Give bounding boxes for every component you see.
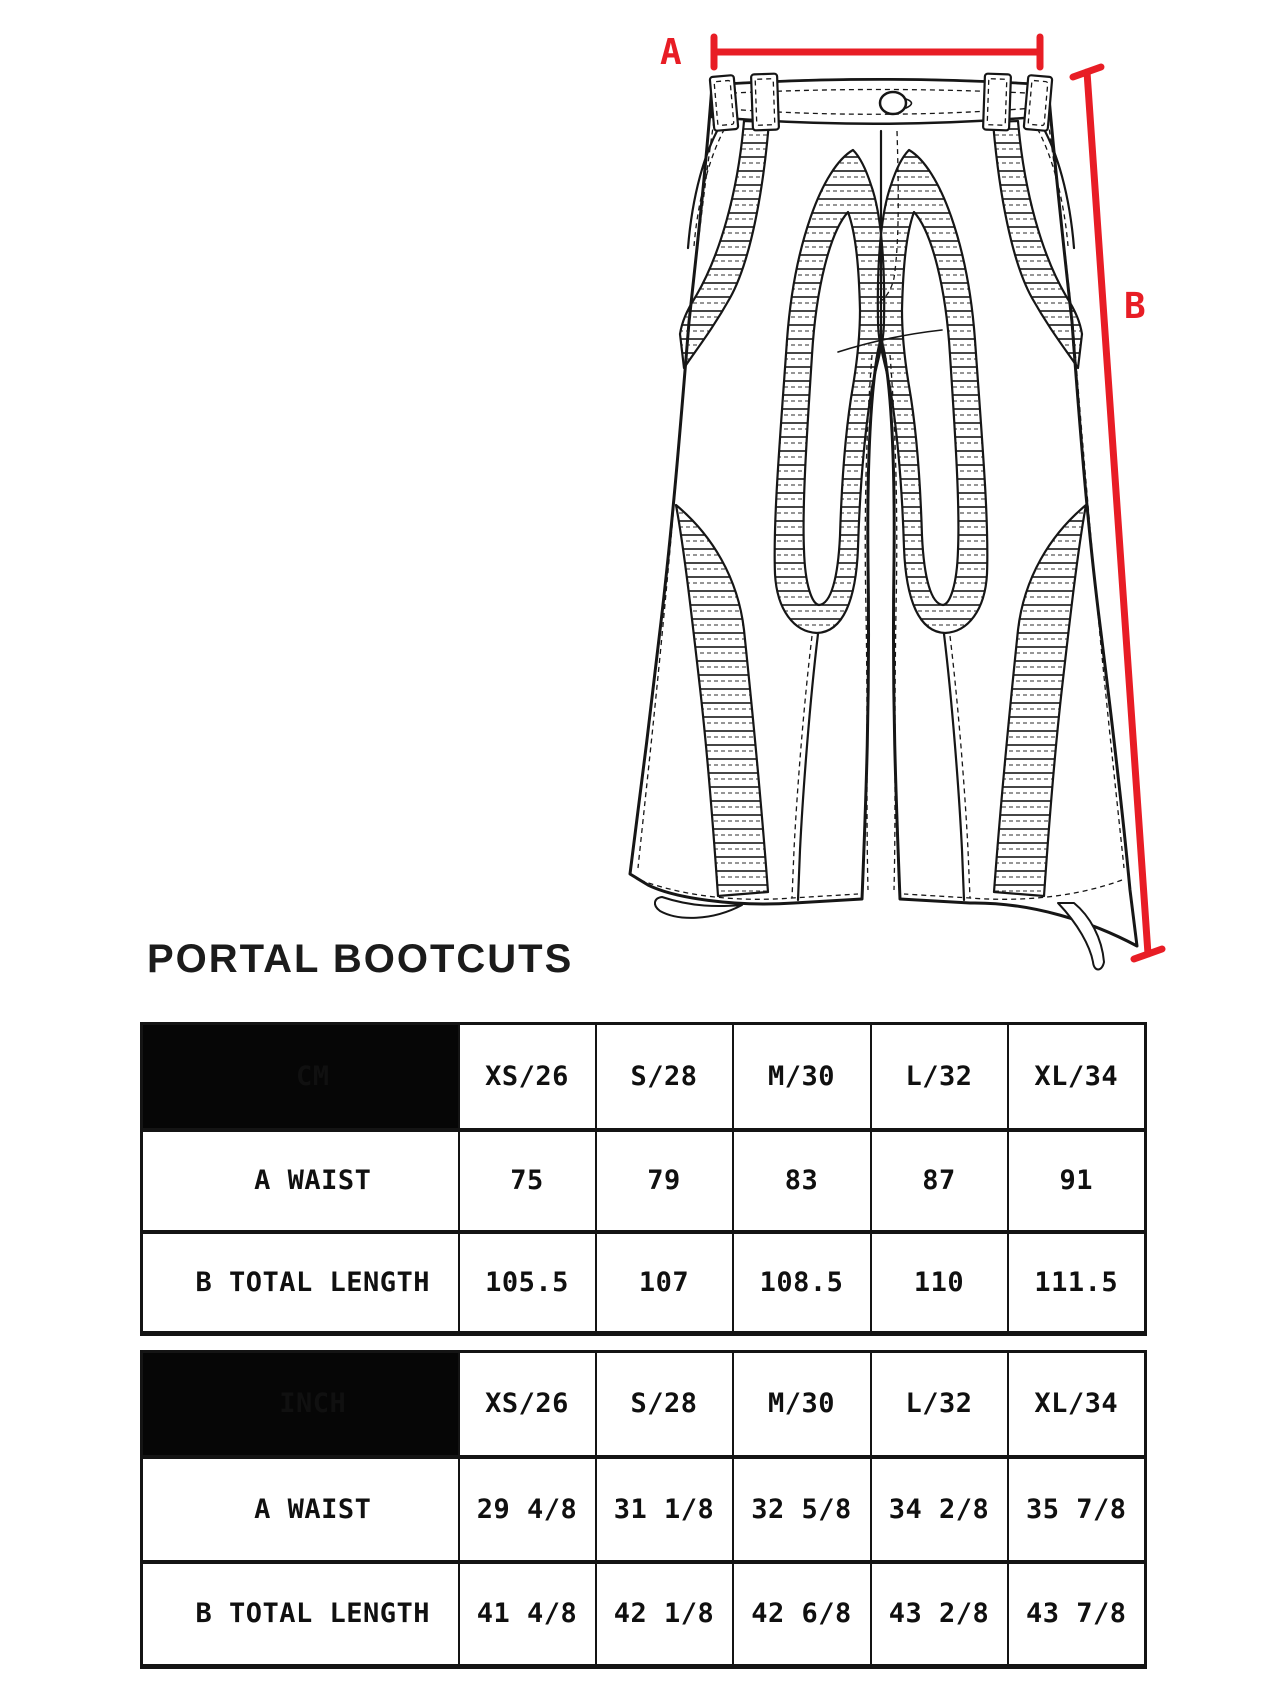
size-table-inch xyxy=(140,1350,1147,1669)
belt-loop xyxy=(983,74,1011,131)
size-header-cell: XS/26 xyxy=(459,1024,596,1130)
table-row xyxy=(142,1457,1146,1562)
size-header-cell: M/30 xyxy=(733,1352,871,1457)
value-cell: 91 xyxy=(1008,1130,1146,1232)
size-header-cell: XL/34 xyxy=(1008,1352,1146,1457)
size-header-cell: L/32 xyxy=(871,1024,1008,1130)
value-cell: 79 xyxy=(596,1130,733,1232)
value-cell: 107 xyxy=(596,1232,733,1334)
value-cell: 31 1/8 xyxy=(596,1457,733,1562)
waist-button xyxy=(880,92,906,114)
row-label-cell: B TOTAL LENGTH xyxy=(142,1232,459,1334)
size-header-cell: S/28 xyxy=(596,1352,733,1457)
belt-loop xyxy=(751,74,779,131)
table-row xyxy=(142,1232,1146,1334)
belt-loop xyxy=(710,75,739,131)
page-title: PORTAL BOOTCUTS xyxy=(147,937,574,981)
value-cell: 105.5 xyxy=(459,1232,596,1334)
dimension-line-a xyxy=(714,37,1040,67)
value-cell: 108.5 xyxy=(733,1232,871,1334)
value-cell: 32 5/8 xyxy=(733,1457,871,1562)
value-cell: 83 xyxy=(733,1130,871,1232)
dimension-label-a: A xyxy=(660,32,682,73)
value-cell: 42 1/8 xyxy=(596,1562,733,1667)
value-cell: 43 7/8 xyxy=(1008,1562,1146,1667)
value-cell: 41 4/8 xyxy=(459,1562,596,1667)
value-cell: 29 4/8 xyxy=(459,1457,596,1562)
table-row xyxy=(142,1562,1146,1667)
row-label-cell: B TOTAL LENGTH xyxy=(142,1562,459,1667)
value-cell: 87 xyxy=(871,1130,1008,1232)
row-label-cell: A WAIST xyxy=(142,1457,459,1562)
value-cell: 42 6/8 xyxy=(733,1562,871,1667)
unit-header-cell: INCH xyxy=(142,1352,459,1457)
size-header-cell: XS/26 xyxy=(459,1352,596,1457)
unit-header-cell: CM xyxy=(142,1024,459,1130)
value-cell: 43 2/8 xyxy=(871,1562,1008,1667)
size-header-cell: L/32 xyxy=(871,1352,1008,1457)
value-cell: 111.5 xyxy=(1008,1232,1146,1334)
belt-loop xyxy=(1024,75,1053,131)
dimension-label-b: B xyxy=(1124,286,1146,327)
value-cell: 75 xyxy=(459,1130,596,1232)
size-table-cm xyxy=(140,1022,1147,1336)
row-label-cell: A WAIST xyxy=(142,1130,459,1232)
size-header-cell: XL/34 xyxy=(1008,1024,1146,1130)
value-cell: 34 2/8 xyxy=(871,1457,1008,1562)
value-cell: 110 xyxy=(871,1232,1008,1334)
size-header-cell: S/28 xyxy=(596,1024,733,1130)
table-row xyxy=(142,1130,1146,1232)
value-cell: 35 7/8 xyxy=(1008,1457,1146,1562)
size-header-cell: M/30 xyxy=(733,1024,871,1130)
